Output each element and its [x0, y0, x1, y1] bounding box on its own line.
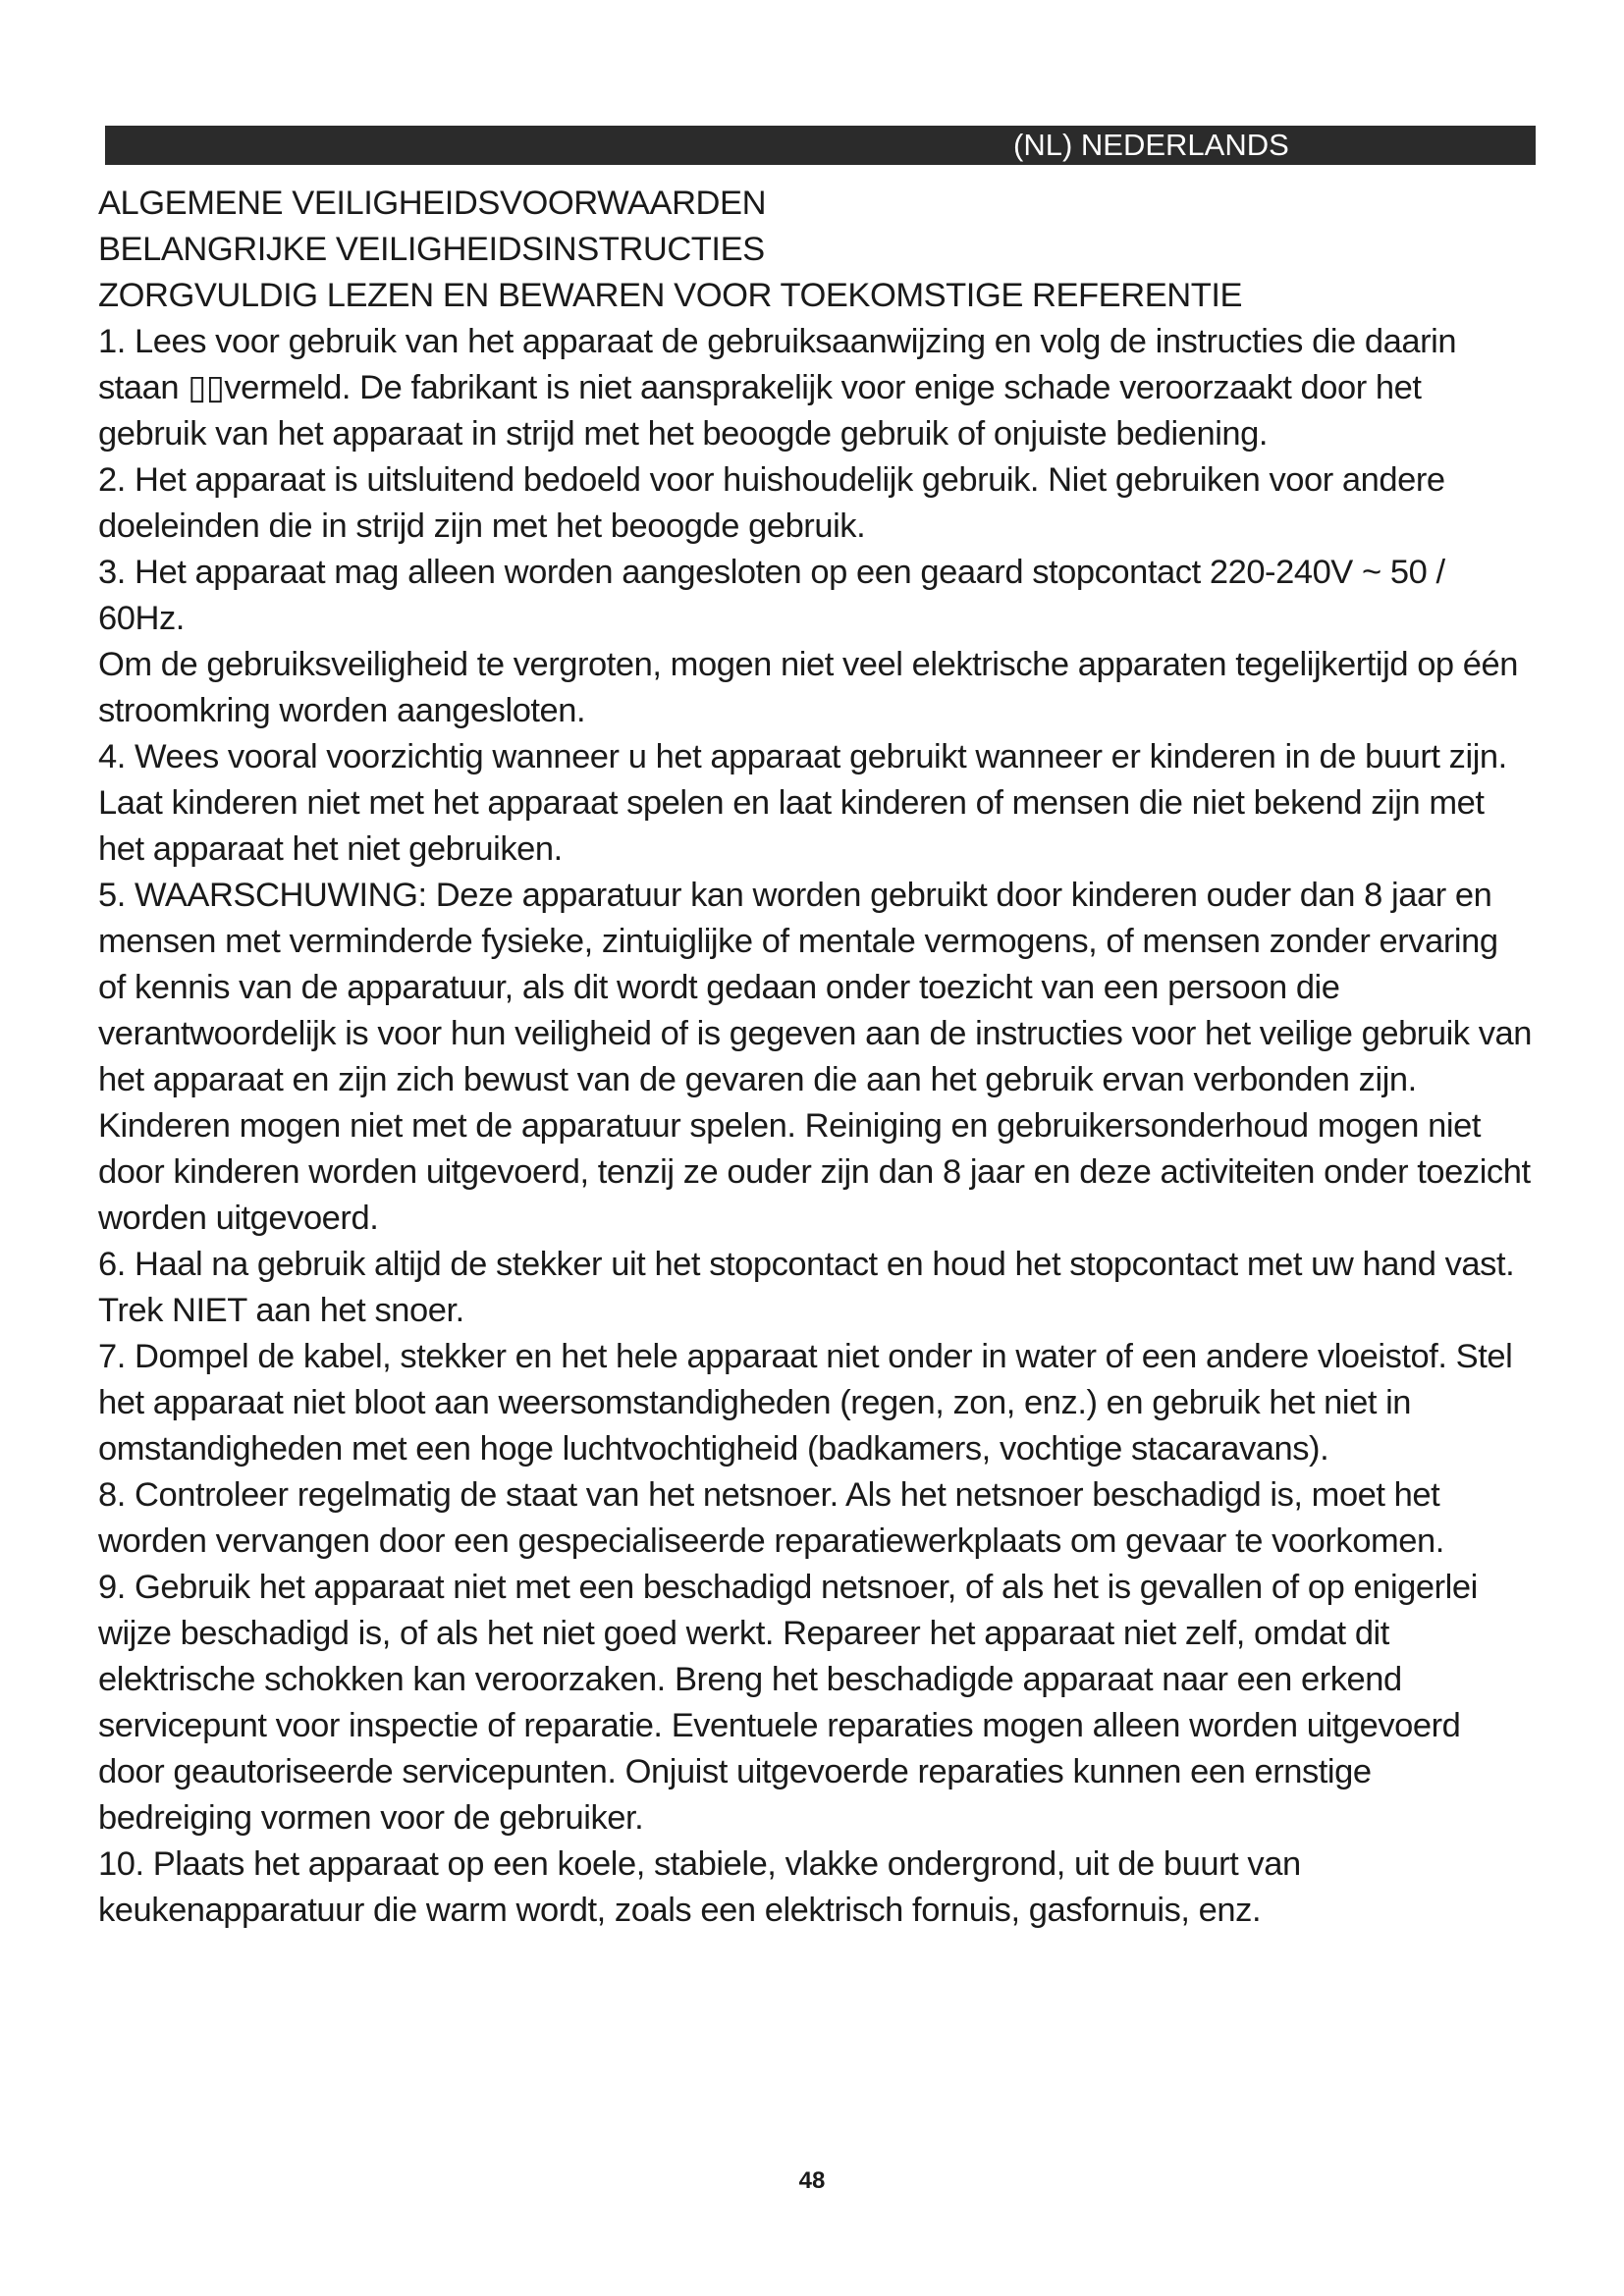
instruction-8: 8. Controleer regelmatig de staat van het netsnoer. Als het netsnoer beschadigd is, moet het worden vervangen door een gespecialiseerde reparatiewerkplaats om gevaar te voorkomen.	[98, 1476, 1444, 1560]
heading-read-carefully: ZORGVULDIG LEZEN EN BEWAREN VOOR TOEKOMSTIGE REFERENTIE	[98, 277, 1243, 314]
instruction-4: 4. Wees vooral voorzichtig wanneer u het apparaat gebruikt wanneer er kinderen in de buurt zijn. Laat kinderen niet met het apparaat spelen en laat kinderen of mensen die niet bekend zijn met het apparaat het niet gebruiken.	[98, 738, 1507, 868]
instruction-6: 6. Haal na gebruik altijd de stekker uit het stopcontact en houd het stopcontact met uw hand vast. Trek NIET aan het snoer.	[98, 1246, 1515, 1329]
instruction-9: 9. Gebruik het apparaat niet met een beschadigd netsnoer, of als het is gevallen of op enigerlei wijze beschadigd is, of als het niet goed werkt. Repareer het apparaat niet zelf, omdat dit elektrische schokken kan veroorzaken. Breng het beschadigde apparaat naar een erkend servicepunt voor inspectie of reparatie. Eventuele reparaties mogen alleen worden uitgevoerd door geautoriseerde servicepunten. Onjuist uitgevoerde reparaties kunnen een ernstige bedreiging vormen voor de gebruiker.	[98, 1569, 1478, 1837]
heading-general-safety: ALGEMENE VEILIGHEIDSVOORWAARDEN	[98, 185, 767, 222]
instruction-5-warning: 5. WAARSCHUWING: Deze apparatuur kan worden gebruikt door kinderen ouder dan 8 jaar en mensen met verminderde fysieke, zintuiglijke of mentale vermogens, of mensen zonder ervaring of kennis van de apparatuur, als dit wordt gedaan onder toezicht van een persoon die verantwoordelijk is voor hun veiligheid of is gegeven aan de instructies voor het veilige gebruik van het apparaat en zijn zich bewust van de gevaren die aan het gebruik ervan verbonden zijn. Kinderen mogen niet met de apparatuur spelen. Reiniging en gebruikersonderhoud mogen niet door kinderen worden uitgevoerd, tenzij ze ouder zijn dan 8 jaar en deze activiteiten onder toezicht worden uitgevoerd.	[98, 877, 1533, 1237]
instruction-2: 2. Het apparaat is uitsluitend bedoeld voor huishoudelijk gebruik. Niet gebruiken voor andere doeleinden die in strijd zijn met het beoogde gebruik.	[98, 461, 1445, 545]
instruction-3: 3. Het apparaat mag alleen worden aangesloten op een geaard stopcontact 220-240V ~ 50 / 60Hz.	[98, 554, 1445, 637]
language-label: (NL) NEDERLANDS	[1013, 128, 1289, 162]
page-number: 48	[798, 2167, 826, 2194]
heading-important-instructions: BELANGRIJKE VEILIGHEIDSINSTRUCTIES	[98, 231, 765, 268]
instruction-3-note: Om de gebruiksveiligheid te vergroten, mogen niet veel elektrische apparaten tegelijkertijd op één stroomkring worden aangesloten.	[98, 646, 1519, 729]
language-header-bar	[105, 126, 1536, 165]
instruction-1: 1. Lees voor gebruik van het apparaat de gebruiksaanwijzing en volg de instructies die daarin staan ▯▯vermeld. De fabrikant is niet aansprakelijk voor enige schade veroorzaakt door het gebruik van het apparaat in strijd met het beoogde gebruik of onjuiste bediening.	[98, 323, 1457, 453]
safety-instructions-body	[98, 181, 1534, 1934]
instruction-7: 7. Dompel de kabel, stekker en het hele apparaat niet onder in water of een andere vloeistof. Stel het apparaat niet bloot aan weersomstandigheden (regen, zon, enz.) en gebruik het niet in omstandigheden met een hoge luchtvochtigheid (badkamers, vochtige stacaravans).	[98, 1338, 1513, 1468]
instruction-10: 10. Plaats het apparaat op een koele, stabiele, vlakke ondergrond, uit de buurt van keukenapparatuur die warm wordt, zoals een elektrisch fornuis, gasfornuis, enz.	[98, 1845, 1301, 1929]
